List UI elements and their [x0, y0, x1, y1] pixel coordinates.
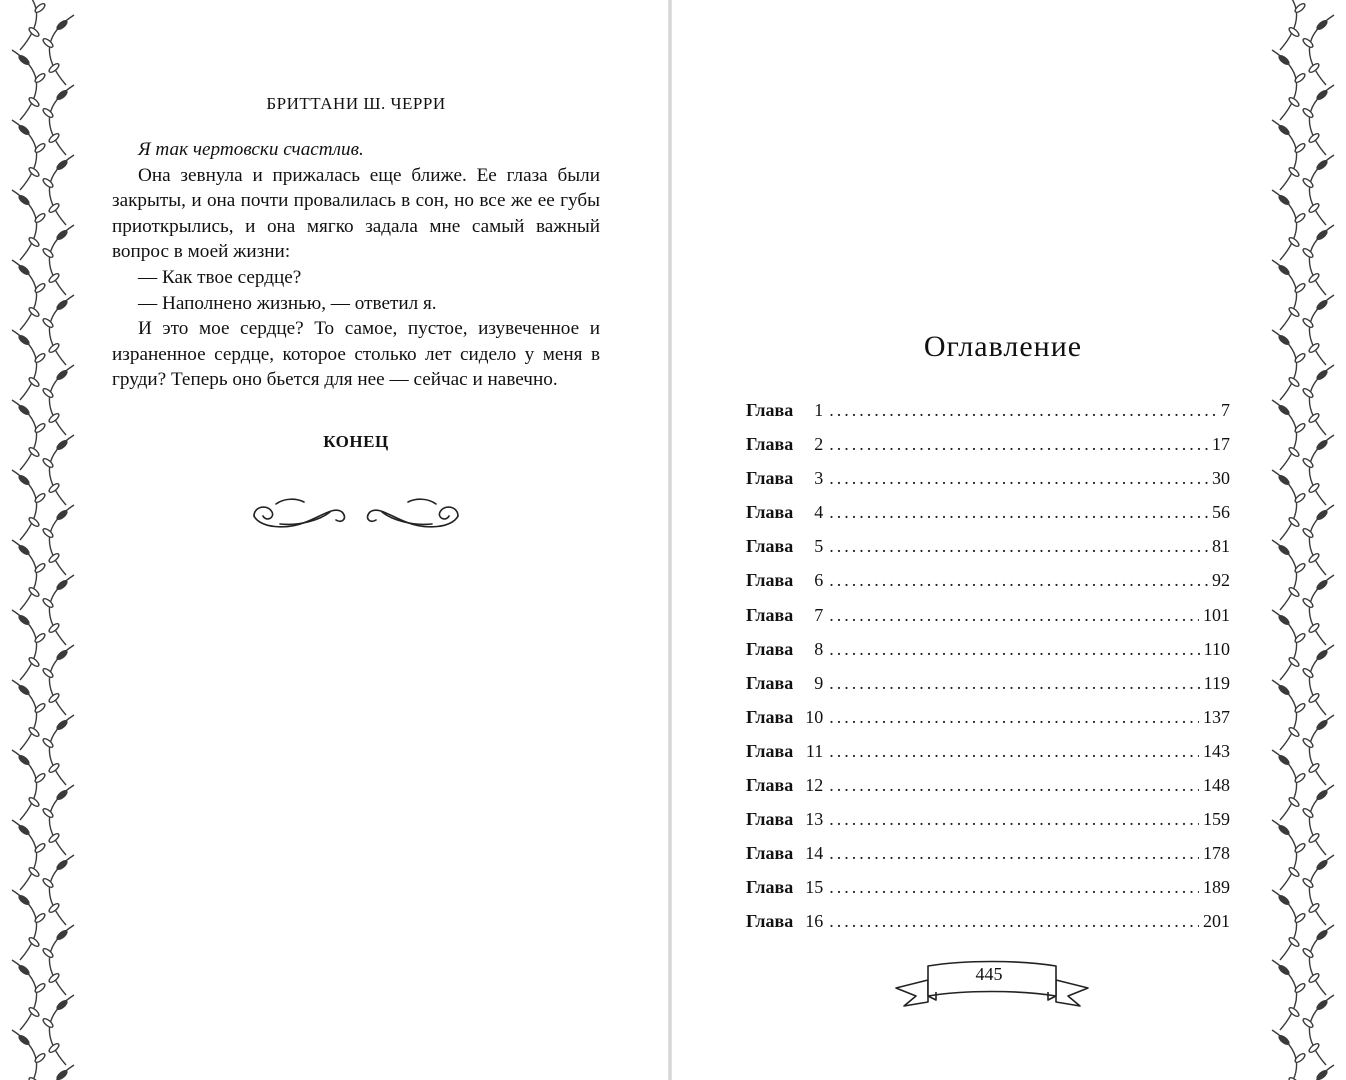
toc-chapter-word: Глава	[746, 468, 794, 489]
toc-chapter-word: Глава	[746, 604, 794, 625]
toc-page-number: 178	[1203, 843, 1230, 864]
toc-chapter-number: 12	[805, 775, 824, 796]
toc-page-number: 7	[1221, 400, 1230, 420]
toc-entry	[746, 839, 1230, 873]
toc-chapter-word: Глава	[746, 570, 794, 591]
toc-chapter-word: Глава	[746, 638, 794, 659]
toc-leader-dots	[829, 532, 1208, 560]
flourish-ornament	[250, 494, 462, 538]
toc-page-number: 201	[1203, 911, 1230, 932]
toc-entry	[746, 669, 1230, 703]
paragraph-5: И это мое сердце? То самое, пустое, изувеченное и израненное сердце, которое столько лет сидело у меня в груди? Теперь оно бьется для нее — сейчас и навечно.	[112, 318, 600, 391]
toc-chapter-label	[746, 703, 823, 731]
toc-leader-dots	[829, 669, 1199, 697]
running-head: БРИТТАНИ Ш. ЧЕРРИ	[266, 94, 446, 113]
toc-entry	[746, 635, 1230, 669]
toc-page-number: 56	[1212, 502, 1230, 523]
floral-border-right	[1260, 0, 1346, 1080]
toc-chapter-label	[746, 669, 823, 697]
toc-entry	[746, 737, 1230, 771]
toc-chapter-label	[746, 601, 823, 629]
right-page	[672, 0, 1346, 1080]
toc-entry	[746, 498, 1230, 532]
toc-leader-dots	[829, 805, 1199, 833]
toc-chapter-number: 3	[814, 468, 824, 489]
toc-entry	[746, 703, 1230, 737]
toc-chapter-number: 15	[805, 877, 824, 898]
toc-entry	[746, 805, 1230, 839]
toc-entry	[746, 566, 1230, 600]
toc-entry	[746, 532, 1230, 566]
toc-chapter-label	[746, 873, 823, 901]
toc-chapter-label	[746, 907, 823, 935]
toc-page-number: 159	[1203, 809, 1230, 830]
toc-chapter-word: Глава	[746, 775, 794, 796]
paragraph-2: Она зевнула и прижалась еще ближе. Ее глаза были закрыты, и она почти провалилась в сон, но все же ее губы приоткрылись, и она мягко задала мне самый важный вопрос в моей жизни:	[112, 164, 600, 263]
table-of-contents	[746, 396, 1230, 942]
toc-chapter-label	[746, 805, 823, 833]
toc-entry	[746, 601, 1230, 635]
toc-chapter-label	[746, 396, 823, 424]
toc-page-number: 92	[1212, 570, 1230, 591]
toc-leader-dots	[829, 601, 1199, 629]
toc-chapter-number: 14	[805, 843, 824, 864]
the-end-heading: КОНЕЦ	[323, 432, 389, 451]
toc-chapter-number: 8	[814, 638, 824, 659]
toc-chapter-word: Глава	[746, 809, 794, 830]
toc-entry	[746, 396, 1230, 430]
toc-page-number: 30	[1212, 468, 1230, 489]
toc-page-number: 137	[1203, 706, 1230, 727]
toc-chapter-word: Глава	[746, 706, 794, 727]
toc-chapter-number: 10	[805, 706, 824, 727]
toc-page-number: 189	[1203, 877, 1230, 898]
toc-chapter-number: 5	[814, 536, 824, 557]
paragraph-1: Я так чертовски счастлив.	[138, 139, 364, 160]
page-number: 445	[975, 964, 1003, 984]
toc-page-number: 119	[1203, 672, 1230, 693]
paragraph-4: — Наполнено жизнью, — ответил я.	[138, 292, 437, 314]
toc-leader-dots	[829, 635, 1199, 663]
toc-entry	[746, 464, 1230, 498]
toc-page-number: 143	[1203, 740, 1230, 761]
toc-leader-dots	[829, 566, 1208, 594]
toc-leader-dots	[829, 396, 1217, 424]
toc-chapter-word: Глава	[746, 740, 794, 761]
toc-chapter-number: 6	[814, 570, 824, 591]
toc-chapter-word: Глава	[746, 843, 794, 864]
toc-leader-dots	[829, 907, 1199, 935]
floral-border-left	[0, 0, 86, 1080]
body-text	[112, 137, 600, 393]
toc-entry	[746, 430, 1230, 464]
toc-chapter-number: 11	[805, 740, 824, 761]
toc-leader-dots	[829, 873, 1199, 901]
toc-leader-dots	[829, 430, 1208, 458]
toc-leader-dots	[829, 464, 1208, 492]
toc-chapter-word: Глава	[746, 877, 794, 898]
toc-leader-dots	[829, 703, 1199, 731]
toc-chapter-label	[746, 532, 823, 560]
toc-chapter-word: Глава	[746, 911, 794, 932]
toc-chapter-label	[746, 464, 823, 492]
toc-leader-dots	[829, 498, 1208, 526]
toc-leader-dots	[829, 771, 1199, 799]
toc-chapter-number: 2	[814, 434, 824, 455]
toc-page-number: 81	[1212, 536, 1230, 557]
toc-page-number: 17	[1212, 434, 1230, 455]
toc-chapter-word: Глава	[746, 536, 794, 557]
toc-chapter-label	[746, 430, 823, 458]
toc-chapter-word: Глава	[746, 502, 794, 523]
toc-chapter-number: 1	[814, 400, 824, 420]
toc-chapter-number: 9	[814, 672, 824, 693]
toc-chapter-word: Глава	[746, 672, 794, 693]
toc-page-number: 101	[1203, 604, 1230, 625]
toc-leader-dots	[829, 839, 1199, 867]
toc-chapter-label	[746, 771, 823, 799]
toc-chapter-label	[746, 635, 823, 663]
toc-page-number: 148	[1203, 775, 1230, 796]
toc-chapter-number: 13	[805, 809, 824, 830]
toc-page-number: 110	[1203, 638, 1230, 659]
toc-chapter-word: Глава	[746, 434, 794, 455]
toc-chapter-number: 7	[814, 604, 824, 625]
toc-chapter-label	[746, 737, 823, 765]
toc-chapter-number: 4	[814, 502, 824, 523]
toc-chapter-label	[746, 839, 823, 867]
left-page	[0, 0, 668, 1080]
toc-leader-dots	[829, 737, 1199, 765]
toc-entry	[746, 907, 1230, 941]
toc-title: Оглавление	[923, 330, 1083, 363]
toc-chapter-word: Глава	[746, 400, 794, 420]
toc-chapter-label	[746, 566, 823, 594]
toc-chapter-number: 16	[805, 911, 824, 932]
toc-chapter-label	[746, 498, 823, 526]
paragraph-3: — Как твое сердце?	[138, 266, 302, 288]
toc-entry	[746, 771, 1230, 805]
toc-entry	[746, 873, 1230, 907]
